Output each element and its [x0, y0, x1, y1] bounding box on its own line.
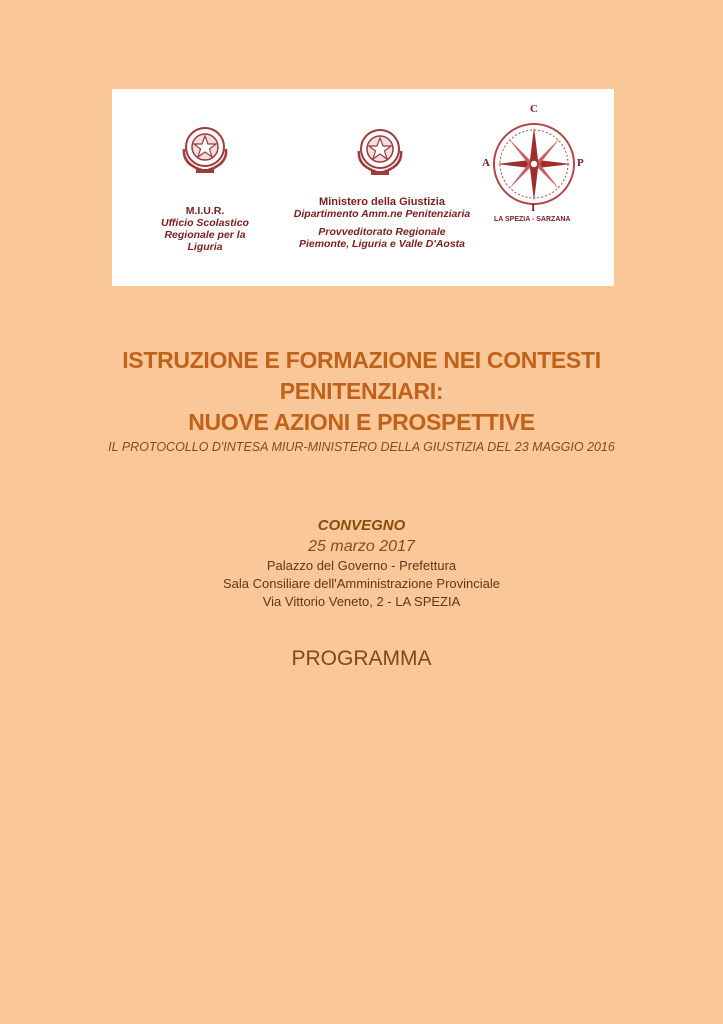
event-label: CONVEGNO — [317, 517, 406, 534]
miur-line2: Ufficio Scolastico — [161, 217, 249, 229]
compass-letter-i: I — [531, 202, 536, 214]
compass-letter-p: P — [577, 157, 584, 169]
giustizia-line2: Dipartimento Amm.ne Penitenziaria — [293, 208, 471, 220]
miur-line4: Liguria — [187, 241, 223, 253]
giustizia-line3: Provveditorato Regionale — [318, 226, 446, 238]
subtitle: IL PROTOCOLLO D'INTESA MIUR-MINISTERO DELLA GIUSTIZIA DEL 23 MAGGIO 2016 — [108, 440, 615, 454]
title-line1: ISTRUZIONE E FORMAZIONE NEI CONTESTI — [122, 347, 601, 373]
giustizia-logo-text — [282, 196, 482, 250]
compass-caption: LA SPEZIA - SARZANA — [494, 216, 571, 223]
giustizia-line4: Piemonte, Liguria e Valle D'Aosta — [298, 238, 466, 250]
miur-line1: M.I.U.R. — [185, 205, 225, 217]
event-date: 25 marzo 2017 — [308, 538, 415, 555]
section-heading: PROGRAMMA — [291, 647, 432, 670]
event-place-2: Sala Consiliare dell'Amministrazione Provinciale — [222, 576, 501, 591]
event-place-1: Palazzo del Governo - Prefettura — [266, 558, 457, 573]
miur-line3: Regionale per la — [164, 229, 246, 241]
compass-letter-a: A — [482, 157, 490, 169]
miur-logo-text — [140, 205, 270, 253]
compass-rose-icon — [488, 119, 580, 209]
italian-republic-emblem-icon — [176, 119, 234, 179]
giustizia-line1: Ministero della Giustizia — [319, 196, 445, 208]
logo-banner — [112, 89, 614, 286]
italian-republic-emblem-icon — [351, 121, 409, 181]
title-line3: NUOVE AZIONI E PROSPETTIVE — [188, 409, 535, 435]
title-line2: PENITENZIARI: — [279, 378, 444, 404]
event-address: Via Vittorio Veneto, 2 - LA SPEZIA — [262, 594, 461, 609]
compass-letter-c: C — [530, 103, 538, 115]
